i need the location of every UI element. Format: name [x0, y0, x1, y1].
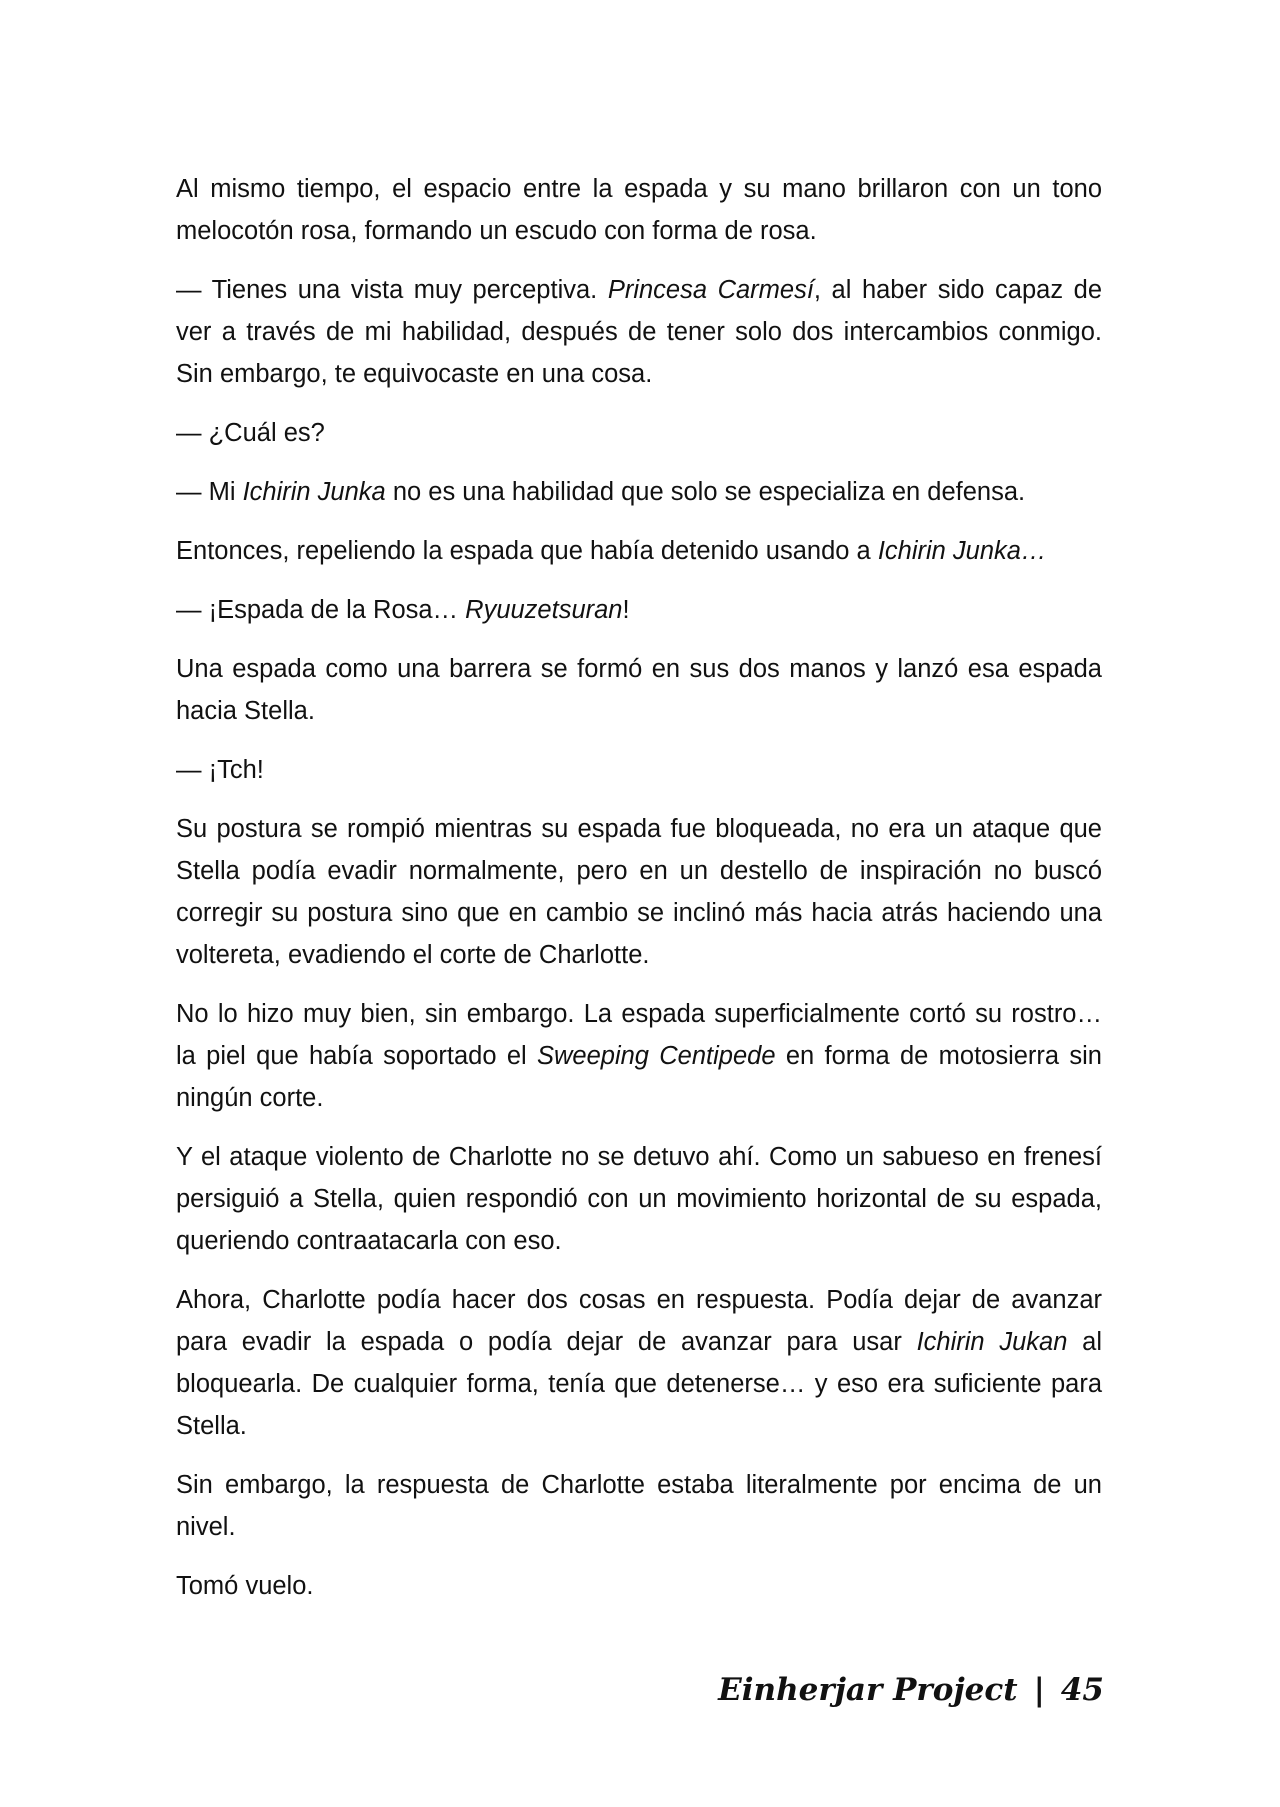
text-segment: ! — [622, 596, 630, 624]
text-segment: en forma de motosierra sin ningún corte. — [176, 1042, 1102, 1112]
page-footer — [718, 1666, 1104, 1714]
text-segment: Al mismo tiempo, el espacio entre la espada y su mano brillaron con un tono melocotón rosa, formando un escudo con forma de rosa. — [176, 175, 1102, 245]
paragraph — [176, 1279, 1102, 1447]
italic-text: Ichirin Jukan — [916, 1328, 1068, 1356]
page-body — [176, 168, 1102, 1624]
paragraph — [176, 1464, 1102, 1548]
text-segment: Tomó vuelo. — [176, 1572, 314, 1600]
book-title: Einherjar Project — [718, 1672, 1018, 1708]
italic-text: Ryuuzetsuran — [465, 596, 623, 624]
text-segment: — ¡Tch! — [176, 756, 264, 784]
text-segment: Ahora, Charlotte podía hacer dos cosas en respuesta. Podía dejar de avanzar para evadir la espada o podía dejar de avanzar para usar — [176, 1286, 1102, 1356]
paragraph — [176, 808, 1102, 976]
italic-text: Ichirin Junka… — [877, 537, 1047, 565]
page-number: 45 — [1060, 1672, 1104, 1708]
italic-text: Sweeping Centipede — [536, 1042, 776, 1070]
text-segment: , al haber sido capaz de ver a través de mi habilidad, después de tener solo dos intercambios conmigo. Sin embargo, te equivocaste en una cosa. — [176, 276, 1102, 388]
paragraph — [176, 749, 1102, 791]
paragraph — [176, 471, 1102, 513]
paragraph — [176, 1565, 1102, 1607]
text-segment: No lo hizo muy bien, sin embargo. La espada superficialmente cortó su rostro… la piel que había soportado el — [176, 1000, 1102, 1070]
text-segment: Y el ataque violento de Charlotte no se detuvo ahí. Como un sabueso en frenesí persiguió a Stella, quien respondió con un movimiento horizontal de su espada, queriendo contraatacarla con eso. — [176, 1143, 1102, 1255]
text-segment: — ¡Espada de la Rosa… — [176, 596, 466, 624]
paragraph — [176, 1136, 1102, 1262]
footer-separator: | — [1033, 1672, 1045, 1708]
text-segment: Entonces, repeliendo la espada que había detenido usando a — [176, 537, 878, 565]
text-segment: Sin embargo, la respuesta de Charlotte estaba literalmente por encima de un nivel. — [176, 1471, 1102, 1541]
text-segment: no es una habilidad que solo se especializa en defensa. — [385, 478, 1026, 506]
text-segment: al bloquearla. De cualquier forma, tenía que detenerse… y eso era suficiente para Stella. — [176, 1328, 1102, 1440]
paragraph — [176, 648, 1102, 732]
paragraph — [176, 993, 1102, 1119]
paragraph — [176, 168, 1102, 252]
italic-text: Ichirin Junka — [242, 478, 386, 506]
text-segment: Una espada como una barrera se formó en sus dos manos y lanzó esa espada hacia Stella. — [176, 655, 1102, 725]
text-segment: — Mi — [176, 478, 243, 506]
text-segment: Su postura se rompió mientras su espada fue bloqueada, no era un ataque que Stella podía evadir normalmente, pero en un destello de inspiración no buscó corregir su postura sino que en cambio se inclinó más hacia atrás haciendo una voltereta, evadiendo el corte de Charlotte. — [176, 815, 1102, 969]
text-segment: — Tienes una vista muy perceptiva. — [176, 276, 608, 304]
paragraph — [176, 269, 1102, 395]
paragraph — [176, 589, 1102, 631]
text-segment: — ¿Cuál es? — [176, 419, 325, 447]
paragraph — [176, 530, 1102, 572]
italic-text: Princesa Carmesí — [607, 276, 814, 304]
paragraph — [176, 412, 1102, 454]
